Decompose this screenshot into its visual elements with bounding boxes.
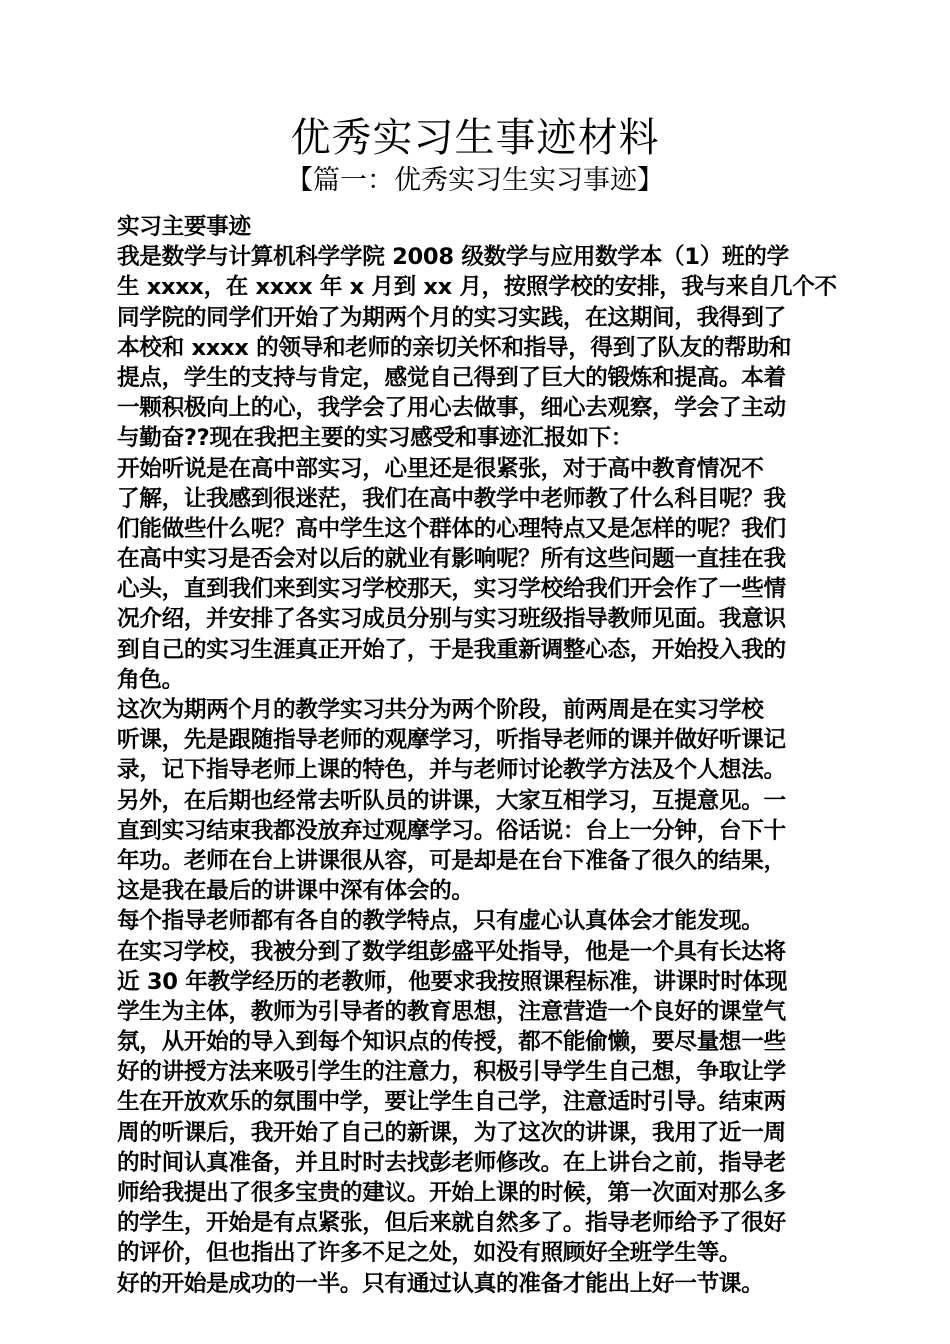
- body-text-line: 本校和 xxxx 的领导和老师的亲切关怀和指导，得到了队友的帮助和: [117, 334, 792, 361]
- body-text-line: 况介绍，并安排了各实习成员分别与实习班级指导教师见面。我意识: [117, 606, 786, 633]
- body-text-line: 在实习学校，我被分到了数学组彭盛平处指导，他是一个具有长达将: [117, 938, 786, 965]
- document-body: [117, 212, 837, 1299]
- body-text-line: 生在开放欢乐的氛围中学，要让学生自己学，注意适时引导。结束两: [117, 1089, 786, 1116]
- body-text-line: 这是我在最后的讲课中深有体会的。: [117, 878, 474, 905]
- body-text-line: 与勤奋??现在我把主要的实习感受和事迹汇报如下：: [117, 425, 634, 452]
- body-text-line: 实习主要事迹: [117, 214, 251, 240]
- body-text-line: 录，记下指导老师上课的特色，并与老师讨论教学方法及个人想法。: [117, 757, 786, 784]
- document-title: 优秀实习生事迹材料: [290, 115, 660, 161]
- body-text-line: 周的听课后，我开始了自己的新课，为了这次的讲课，我用了近一周: [117, 1119, 786, 1146]
- document-subtitle: 【篇一：优秀实习生实习事迹】: [286, 165, 664, 196]
- body-text-line: 心头，直到我们来到实习学校那天，实习学校给我们开会作了一些情: [117, 576, 786, 603]
- body-text-line: 角色。: [117, 666, 184, 693]
- body-text-line: 另外，在后期也经常去听队员的讲课，大家互相学习，互提意见。一: [117, 787, 786, 814]
- body-text-line: 近 30 年教学经历的老教师，他要求我按照课程标准，讲课时时体现: [117, 968, 788, 995]
- body-text-line: 好的开始是成功的一半。只有通过认真的准备才能出上好一节课。: [117, 1270, 764, 1297]
- body-text-line: 在高中实习是否会对以后的就业有影响呢？所有这些问题一直挂在我: [117, 546, 786, 573]
- body-text-line: 到自己的实习生涯真正开始了，于是我重新调整心态，开始投入我的: [117, 636, 786, 663]
- body-text-line: 氛，从开始的导入到每个知识点的传授，都不能偷懒，要尽量想一些: [117, 1029, 786, 1056]
- body-text-line: 了解，让我感到很迷茫，我们在高中教学中老师教了什么科目呢？我: [117, 485, 786, 512]
- body-text-line: 的学生，开始是有点紧张，但后来就自然多了。指导老师给予了很好: [117, 1210, 786, 1237]
- body-text-line: 直到实习结束我都没放弃过观摩学习。俗话说：台上一分钟，台下十: [117, 817, 786, 844]
- body-text-line: 一颗积极向上的心，我学会了用心去做事，细心去观察，学会了主动: [117, 395, 786, 422]
- body-text-line: 我是数学与计算机科学学院 2008 级数学与应用数学本（1）班的学: [117, 244, 789, 271]
- body-text-line: 同学院的同学们开始了为期两个月的实习实践，在这期间，我得到了: [117, 304, 786, 331]
- body-text-line: 学生为主体，教师为引导者的教育思想，注意营造一个良好的课堂气: [117, 998, 786, 1025]
- body-text-line: 听课，先是跟随指导老师的观摩学习，听指导老师的课并做好听课记: [117, 727, 786, 754]
- body-text-line: 年功。老师在台上讲课很从容，可是却是在台下准备了很久的结果，: [117, 847, 786, 874]
- body-text-line: 的时间认真准备，并且时时去找彭老师修改。在上讲台之前，指导老: [117, 1149, 786, 1176]
- body-text-line: 好的讲授方法来吸引学生的注意力，积极引导学生自己想，争取让学: [117, 1059, 786, 1086]
- body-text-line: 师给我提出了很多宝贵的建议。开始上课的时候，第一次面对那么多: [117, 1180, 786, 1206]
- body-text-line: 开始听说是在高中部实习，心里还是很紧张，对于高中教育情况不: [117, 455, 764, 482]
- body-text-line: 这次为期两个月的教学实习共分为两个阶段，前两周是在实习学校: [117, 697, 764, 723]
- body-text-line: 生 xxxx，在 xxxx 年 x 月到 xx 月，按照学校的安排，我与来自几个不: [117, 274, 837, 301]
- body-text-line: 提点，学生的支持与肯定，感觉自己得到了巨大的锻炼和提高。本着: [117, 364, 786, 391]
- body-text-line: 们能做些什么呢？高中学生这个群体的心理特点又是怎样的呢？我们: [117, 515, 786, 542]
- body-text-line: 的评价，但也指出了许多不足之处，如没有照顾好全班学生等。: [117, 1240, 742, 1267]
- body-text-line: 每个指导老师都有各自的教学特点，只有虚心认真体会才能发现。: [117, 908, 764, 935]
